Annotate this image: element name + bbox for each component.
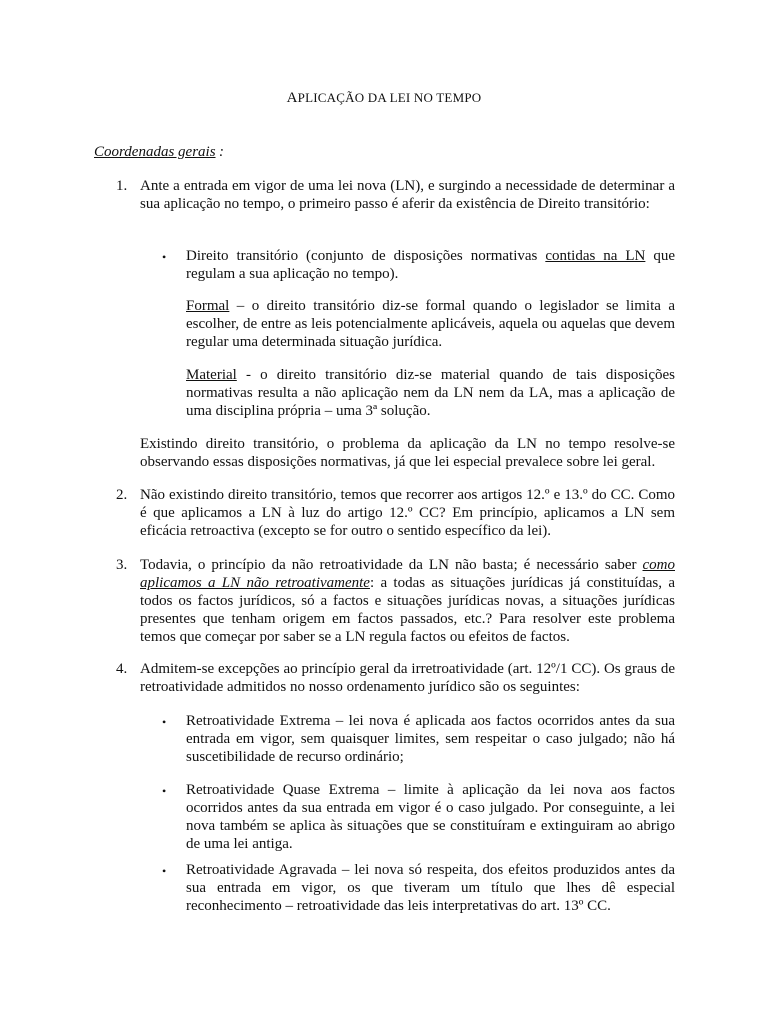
list-number: 4. [116, 661, 128, 677]
section-heading-colon: : [219, 144, 224, 160]
grade-item: Retroatividade Quase Extrema – limite à aplicação da lei nova aos factos ocorridos antes da sua entrada em vigor é o caso julgado. Por conseguinte, a lei nova também se aplica às situações que se constituíram e extinguiram ao abrigo de uma lei antiga. [186, 782, 675, 852]
list-item-text: Admitem-se excepções ao princípio geral da irretroatividade (art. 12º/1 CC). Os graus de retroatividade admitidos no nosso ordenamento jurídico são os seguintes: [140, 661, 675, 695]
dt-conclusion: Existindo direito transitório, o problema da aplicação da LN no tempo resolve-se observando essas disposições normativas, já que lei especial prevalece sobre lei geral. [140, 436, 675, 470]
section-heading: Coordenadas gerais [94, 144, 216, 160]
list-number: 3. [116, 557, 128, 573]
grade-item: Retroatividade Agravada – lei nova só respeita, dos efeitos produzidos antes da sua entrada em vigor, os que tiveram um título que lhes dê especial reconhecimento – retroatividade das leis interpretativas do art. 13º CC. [186, 862, 675, 914]
list-item-text: Todavia, o princípio da não retroatividade da LN não basta; é necessário saber como aplicamos a LN não retroativamente: a todas as situações jurídicas já constituídas, a todos os factos jurídicos, só a factos e situações jurídicas novas, a situações jurídicas presentes que tenham origem em factos passados, etc.? Para resolver este problema temos que começar por saber se a LN regula factos ou efeitos de factos. [140, 557, 675, 645]
bullet-icon: • [162, 250, 167, 264]
bullet-icon: • [162, 864, 167, 878]
list-item-text: Não existindo direito transitório, temos que recorrer aos artigos 12.º e 13.º do CC. Como é que aplicamos a LN à luz do artigo 12.º CC? Em princípio, aplicamos a LN sem eficácia retroactiva (excepto se for outro o sentido específico da lei). [140, 487, 675, 539]
list-number: 2. [116, 487, 128, 503]
bullet-text: Direito transitório (conjunto de disposições normativas contidas na LN que regulam a sua aplicação no tempo). [186, 248, 675, 282]
page-title: APLICAÇÃO DA LEI NO TEMPO [286, 90, 482, 106]
list-number: 1. [116, 178, 128, 194]
definition-material: Material - o direito transitório diz-se material quando de tais disposições normativas resulta a não aplicação nem da LN nem da LA, mas a aplicação de uma disciplina própria – uma 3ª solução. [186, 367, 675, 419]
definition-formal: Formal – o direito transitório diz-se formal quando o legislador se limita a escolher, de entre as leis potencialmente aplicáveis, aquela ou aquelas que devem regular uma determinada situação jurídica. [186, 298, 675, 350]
list-item-text: Ante a entrada em vigor de uma lei nova (LN), e surgindo a necessidade de determinar a sua aplicação no tempo, o primeiro passo é aferir da existência de Direito transitório: [140, 178, 675, 212]
bullet-icon: • [162, 784, 167, 798]
grade-item: Retroatividade Extrema – lei nova é aplicada aos factos ocorridos antes da sua entrada em vigor, sem quaisquer limites, sem respeitar o caso julgado; não há suscetibilidade de recurso ordinário; [186, 713, 675, 765]
bullet-icon: • [162, 715, 167, 729]
